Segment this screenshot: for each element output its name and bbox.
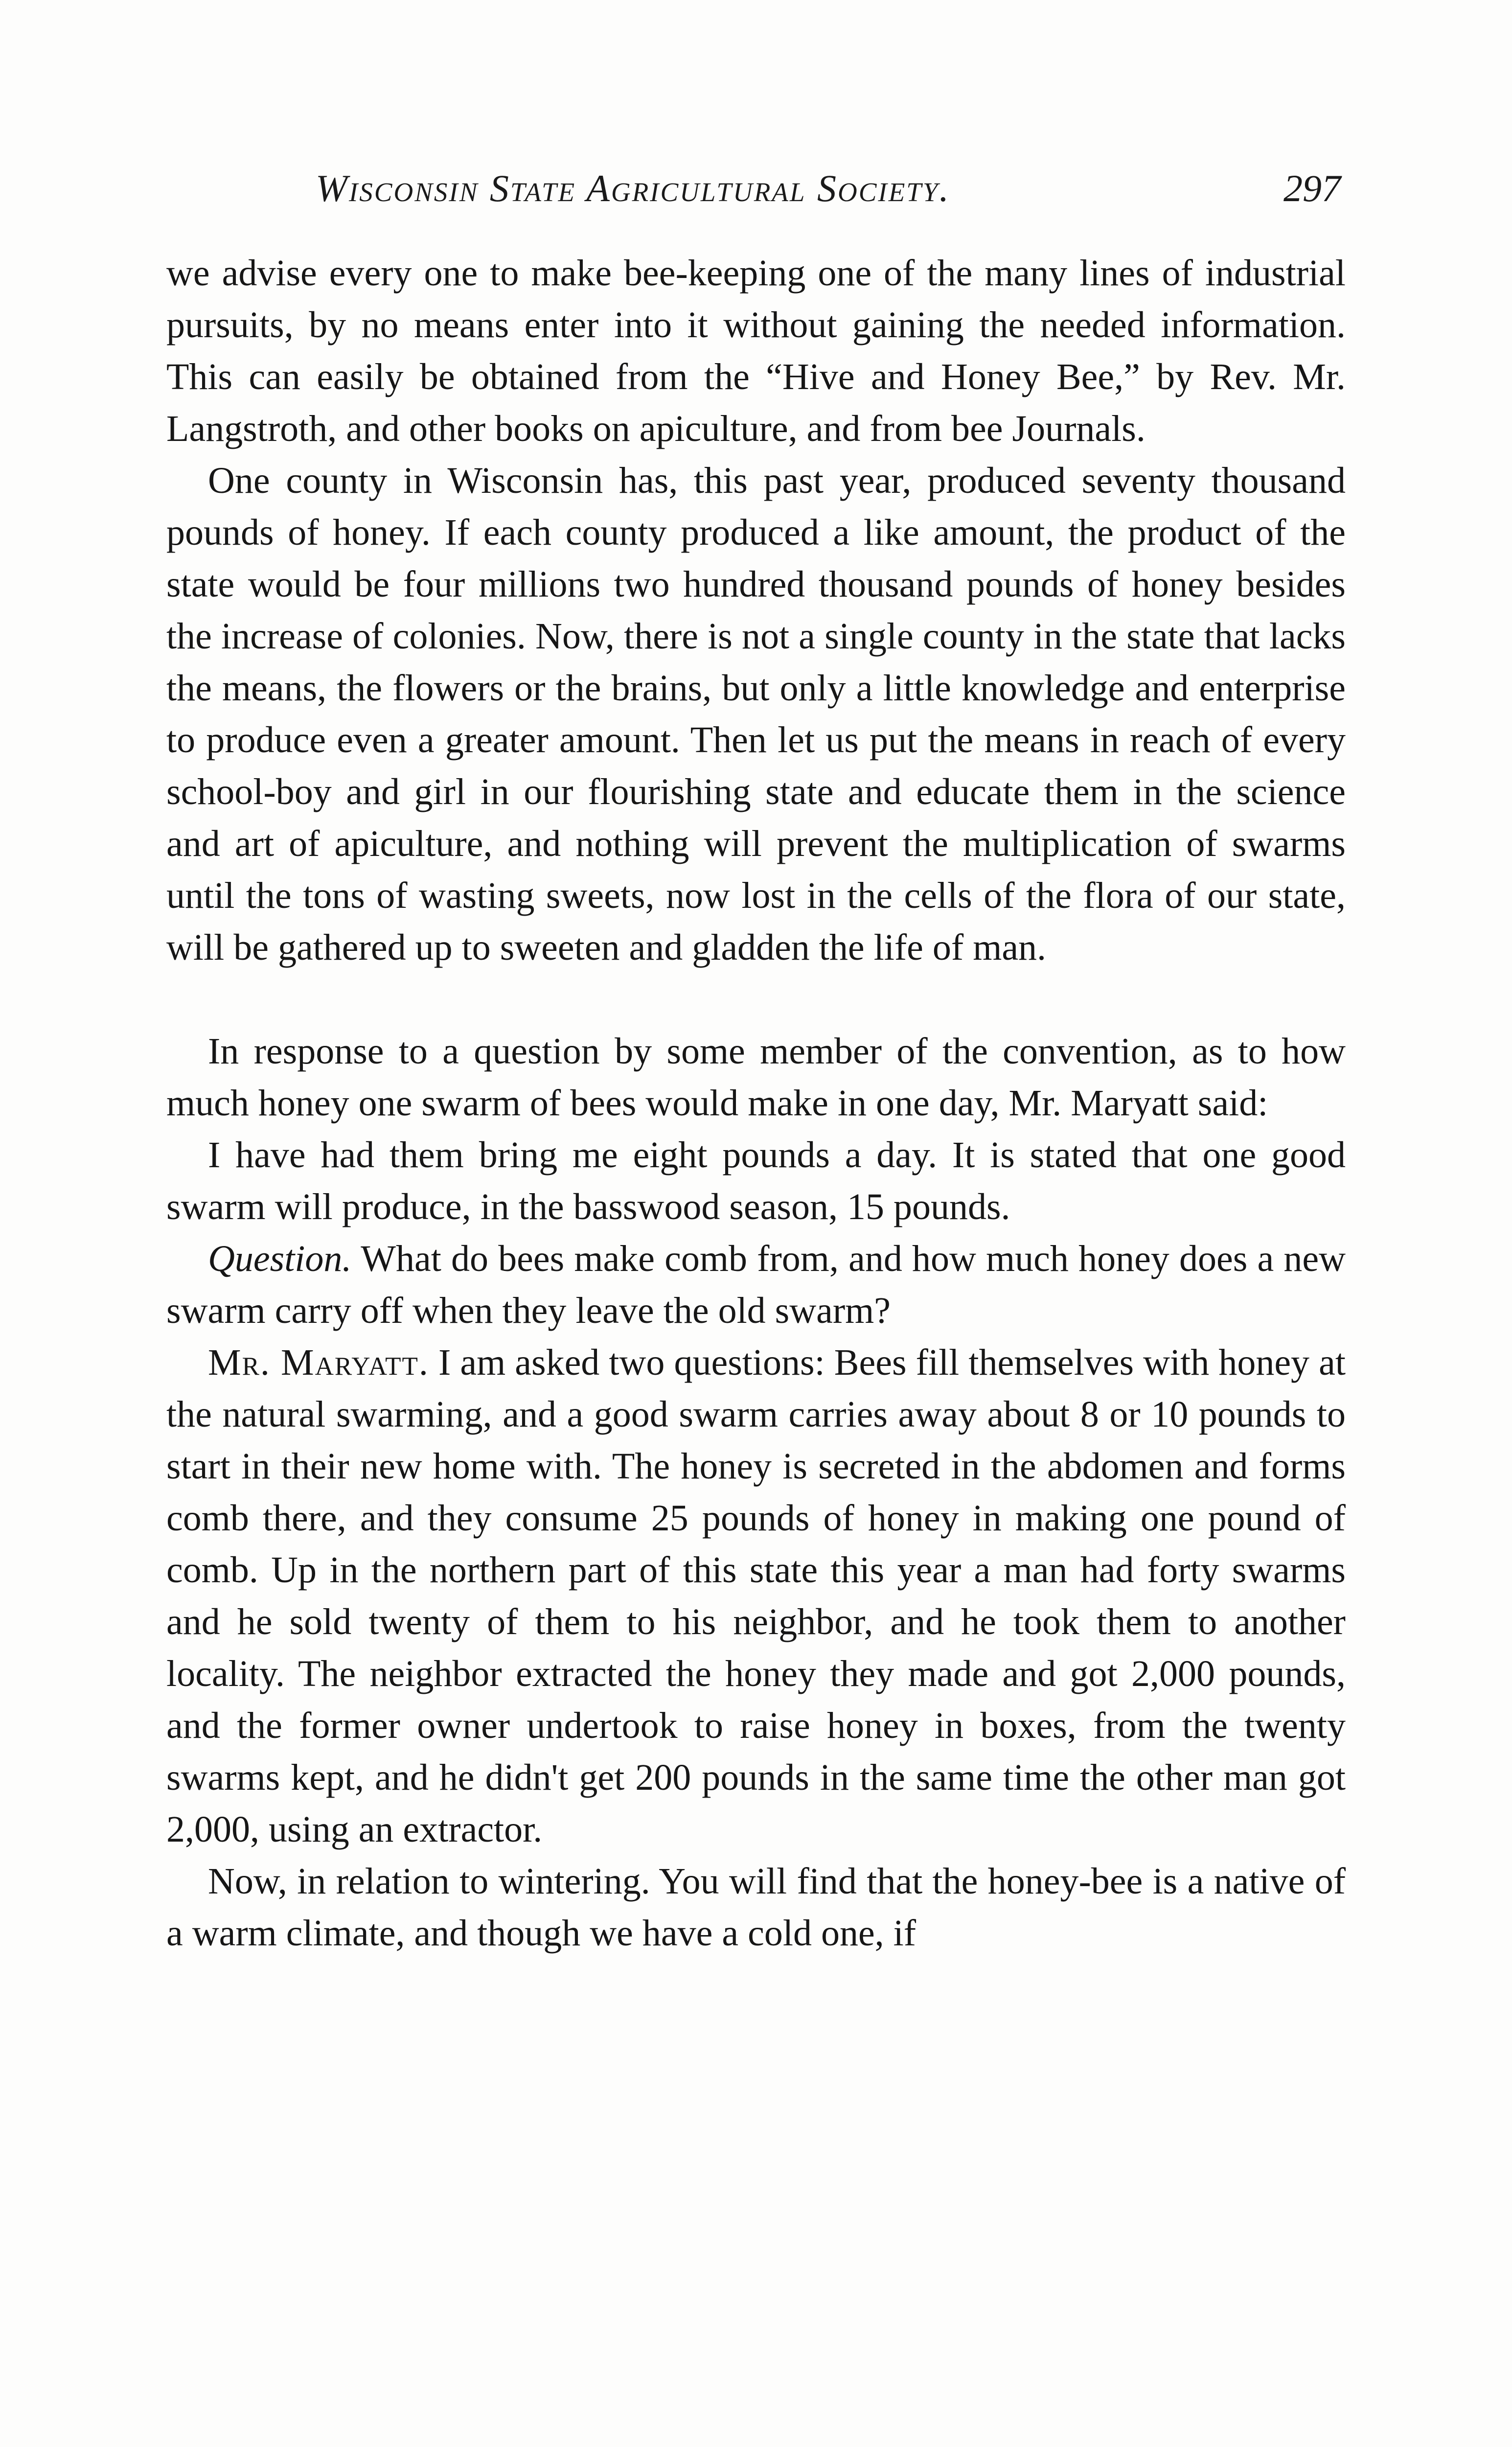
- paragraph-text: In response to a question by some member of the convention, as to how much honey one swarm of bees would make in one day, Mr. Maryatt said:: [166, 1031, 1346, 1124]
- paragraph-text: I am asked two questions: Bees fill themselves with honey at the natural swarming, and a good swarm carries away about 8 or 10 pounds to start in their new home with. The honey is secreted in the abdomen and forms comb there, and they consume 25 pounds of honey in making one pound of comb. Up in the northern part of this state this year a man had forty swarms and he sold twenty of them to his neighbor, and he took them to another locality. The neighbor extracted the honey they made and got 2,000 pounds, and the former owner undertook to raise honey in boxes, from the twenty swarms kept, and he didn't get 200 pounds in the same time the other man got 2,000, using an extractor.: [166, 1342, 1346, 1850]
- page-number: 297: [1283, 167, 1341, 209]
- paragraph-wintering: [166, 1855, 1346, 1959]
- paragraph-convention-question: [166, 1025, 1346, 1129]
- speaker-label: Question.: [208, 1238, 352, 1279]
- paragraph-text: One county in Wisconsin has, this past year, produced seventy thousand pounds of honey. If each county produced a like amount, the product of the state would be four millions two hundred thousand pounds of honey besides the increase of colonies. Now, there is not a single county in the state that lacks the means, the flowers or the brains, but only a little knowledge and enterprise to produce even a greater amount. Then let us put the means in reach of every school-boy and girl in our flourishing state and educate them in the science and art of apiculture, and nothing will prevent the multiplication of swarms until the tons of wasting sweets, now lost in the cells of the flora of our state, will be gathered up to sweeten and gladden the life of man.: [166, 460, 1346, 968]
- paragraph-continued: [166, 247, 1346, 455]
- running-title: Wisconsin State Agricultural Society.: [316, 167, 950, 209]
- running-header: [316, 166, 1341, 220]
- paragraph-text: I have had them bring me eight pounds a day. It is stated that one good swarm will produce, in the basswood season, 15 pounds.: [166, 1134, 1346, 1227]
- speaker-label: Mr. Maryatt.: [208, 1342, 429, 1383]
- paragraph-honey-production: [166, 455, 1346, 973]
- paragraph-maryatt-reply: [166, 1129, 1346, 1233]
- paragraph-maryatt-answer: [166, 1337, 1346, 1855]
- paragraph-text: we advise every one to make bee-keeping one of the many lines of industrial pursuits, by no means enter into it without gaining the needed information. This can easily be obtained from the “Hive and Honey Bee,” by Rev. Mr. Langstroth, and other books on apiculture, and from bee Journals.: [166, 253, 1346, 449]
- paragraph-text: What do bees make comb from, and how much honey does a new swarm carry off when they leave the old swarm?: [166, 1238, 1346, 1331]
- paragraph-question: [166, 1233, 1346, 1337]
- paragraph-text: Now, in relation to wintering. You will find that the honey-bee is a native of a warm climate, and though we have a cold one, if: [166, 1861, 1346, 1954]
- body-text: [166, 247, 1346, 1959]
